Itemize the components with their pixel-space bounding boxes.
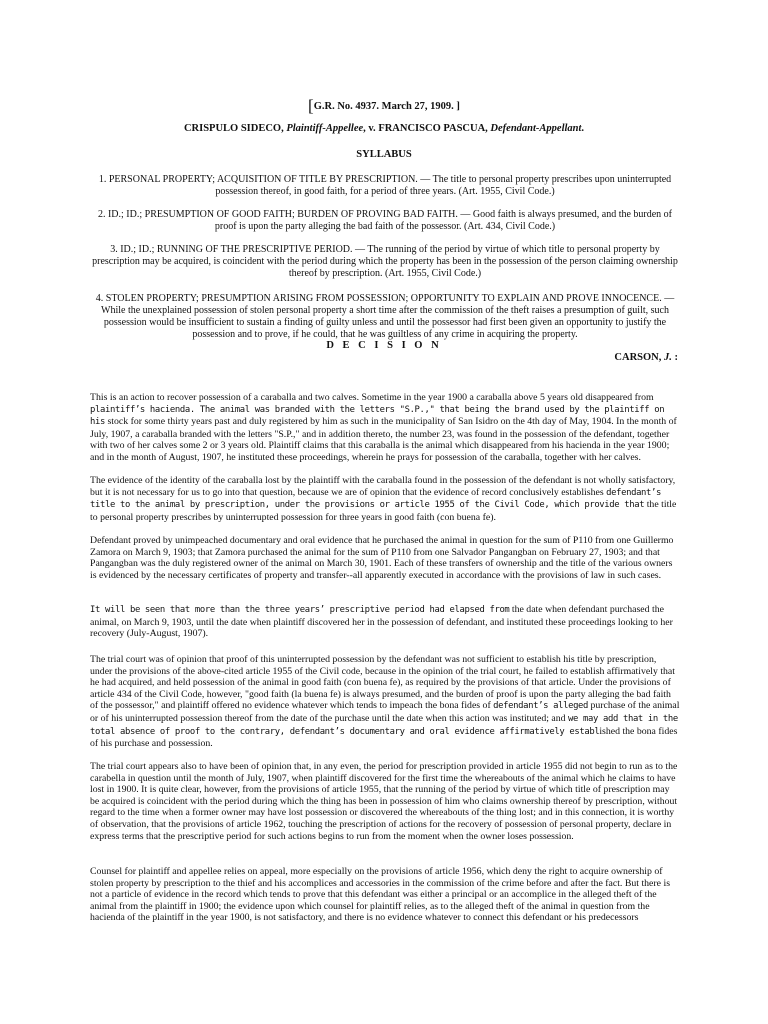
paragraph-text: The evidence of the identity of the caraballa lost by the plaintiff with the caraballa found in the possession of the defendant is not wholly satisfactory, but it is not necessary for us to go into that question, because we are of opinion that the evidence of record conclusively establishes bbox=[90, 475, 676, 498]
paragraph-text: purchase of the animal or of his uninterrupted possession thereof from the date of the purchase until the date when this action was instituted; and bbox=[90, 700, 680, 724]
decision-paragraph: The trial court appears also to have been of opinion that, in any even, the period for prescription provided in article 1955 did not begin to run as to the carabella in question until the month of July, 1907, when plaintiff discovered for the first time the whereabouts of the animal which he claims to have lost in 1900. It is quite clear, however, from the provisions of article 1955, that the running of the period by virtue of which title of prescription may be acquired is coincident with the period during which the thing has been in possession of him who claims ownership thereof by prescription, without regard to the time when a former owner may have lost possession or discovered the whereabouts of the thing lost; and in this connection, it is worthy of observation, that the provisions of article 1962, touching the prescription of actions for the recovery of possession of personal property, declare in express terms that the prescriptive period for such actions begins to run from the moment when the owner loses possession. bbox=[90, 761, 678, 842]
handwritten-text: defendant’s title to the animal by prescription, under the provisions or article 1955 of the Civil Code, which provide that bbox=[90, 487, 662, 511]
paragraph-text: This is an action to recover possession of a caraballa and two calves. Sometime in the year 1900 a caraballa above 5 years old disappeared from bbox=[90, 392, 654, 403]
plaintiff-role: Plaintiff-Appellee bbox=[286, 123, 364, 134]
case-number bbox=[0, 96, 768, 116]
syllabus-item: 3. ID.; ID.; RUNNING OF THE PRESCRIPTIVE PERIOD. — The running of the period by virtue of which title to personal property by prescription may be acquired, is coincident with the period during which the property has been in the possession of the person claiming ownership thereof by prescription. (Art. 1955, Civil Code.) bbox=[92, 244, 678, 279]
paragraph-text: the title to personal property prescribes by uninterrupted possession for three years in good faith (con buena fe). bbox=[90, 499, 677, 523]
decision-paragraph bbox=[90, 654, 680, 750]
defendant-name: FRANCISCO PASCUA, bbox=[378, 123, 488, 134]
handwritten-text: It will be seen that more than the three years’ prescriptive period had elapsed from bbox=[90, 605, 510, 615]
case-number-bracket: [ bbox=[308, 96, 314, 115]
handwritten-text: plaintiff’s hacienda. The animal was branded with the letters "S.P.," that being the brand used by the plaintiff on his bbox=[90, 404, 665, 428]
opinion-author bbox=[614, 352, 678, 363]
case-number-text: G.R. No. 4937. March 27, 1909. ] bbox=[313, 101, 460, 112]
decision-paragraph: Defendant proved by unimpeached documentary and oral evidence that he purchased the animal in question for the sum of P110 from one Guillermo Zamora on March 9, 1903; that Zamora purchased the animal for the sum of P110 from one Salvador Pangangban on February 27, 1903; and that Pangangban was the duly registered owner of the animal on March 30, 1901. Each of these transfers of ownership and the title of the various owners is evidenced by the necessary certificates of property and transfer--all apparently executed in accordance with the provisions of law in such cases. bbox=[90, 535, 674, 581]
paragraph-text: ished the bona fides of his purchase and possession. bbox=[90, 725, 678, 750]
author-end: : bbox=[671, 352, 678, 363]
handwritten-text: we may add that in the total absence of proof to the contrary, defendant’s documentary and oral evidence affirmatively establ bbox=[90, 713, 678, 737]
decision-heading: D E C I S I O N bbox=[326, 340, 442, 351]
paragraph-text: the date when defendant purchased the animal, on March 9, 1903, until the date when plaintiff discovered her in the possession of defendant, and instituted these proceedings looking to her recovery (July-August, 1907). bbox=[90, 604, 673, 640]
author-name: CARSON, bbox=[614, 352, 662, 363]
plaintiff-name: CRISPULO SIDECO, bbox=[183, 123, 284, 134]
syllabus-item: 1. PERSONAL PROPERTY; ACQUISITION OF TITLE BY PRESCRIPTION. — The title to personal property prescribes upon uninterrupted possession thereof, in good faith, for a period of three years. (Art. 1955, Civil Code.) bbox=[98, 174, 672, 197]
author-suffix: J. bbox=[664, 352, 672, 363]
syllabus-item: 2. ID.; ID.; PRESUMPTION OF GOOD FAITH; BURDEN OF PROVING BAD FAITH. — Good faith is always presumed, and the burden of proof is upon the party alleging the bad faith of the possessor. (Art. 434, Civil Code.) bbox=[97, 209, 673, 232]
decision-paragraph bbox=[90, 604, 680, 640]
versus-text: , v. bbox=[363, 123, 376, 134]
syllabus-item: 4. STOLEN PROPERTY; PRESUMPTION ARISING FROM POSSESSION; OPPORTUNITY TO EXPLAIN AND PROVE INNOCENCE. — While the unexplained possession of stolen personal property a short time after the commission of the theft raises a presumption of guilt, such possession would be insufficient to sustain a finding of guilty unless and until the possessor had first been given an opportunity to justify the possession and to prove, if he could, that he was guiltless of any crime in acquiring the property. bbox=[95, 293, 675, 340]
parties-end: . bbox=[581, 123, 585, 134]
case-parties bbox=[0, 123, 768, 134]
paragraph-text: The trial court was of opinion that proof of this uninterrupted possession by the defendant was not sufficient to establish his title by prescription, under the provisions of the above-cited article 1955 of the Civil code, because in the opinion of the trial court, he failed to establish affirmatively that he had acquired, and held possession of the animal in good faith (con buena fe), as required by the provisions of that article. Under the provisions of article 434 of the Civil Code, however, "good faith (la buena fe) is always presumed, and the burden of proof is upon the party alleging the bad faith of the possessor," and plaintiff offered no evidence whatever which tends to impeach the bona fides of bbox=[90, 654, 676, 712]
syllabus-heading: SYLLABUS bbox=[356, 149, 412, 160]
decision-paragraph: Counsel for plaintiff and appellee relies on appeal, more especially on the provisions of article 1956, which deny the right to acquire ownership of stolen property by prescription to the thief and his accomplices and accessories in the commission of the crime before and after the fact. But there is not a particle of evidence in the record which tends to prove that this defendant was either a principal or an accomplice in the alleged theft of the animal from the plaintiff in 1900; the evidence upon which counsel for plaintiff relies, as to the alleged theft of the animal in question from the hacienda of the plaintiff in the year 1900, is not satisfactory, and there is no evidence whatever to connect this defendant or his predecessors bbox=[90, 866, 671, 924]
decision-paragraph bbox=[90, 392, 680, 464]
paragraph-text: stock for some thirty years past and duly registered by him as such in the municipality of San Isidro on the 4th day of May, 1904. In the month of July, 1907, a caraballa branded with the letters "S.P.," and in addition thereto, the number 23, was found in the possession of the defendant, together with two of her calves some 2 or 3 years old. Plaintiff claims that this caraballa is the animal which disappeared from his hacienda in the year 1900; and in the month of August, 1907, he instituted these proceedings, wherein he prays for possession of the caraballa, together with her calves. bbox=[90, 416, 677, 463]
decision-paragraph bbox=[90, 475, 680, 523]
defendant-role: Defendant-Appellant bbox=[490, 123, 582, 134]
handwritten-text: defendant’s alleged bbox=[493, 701, 589, 712]
